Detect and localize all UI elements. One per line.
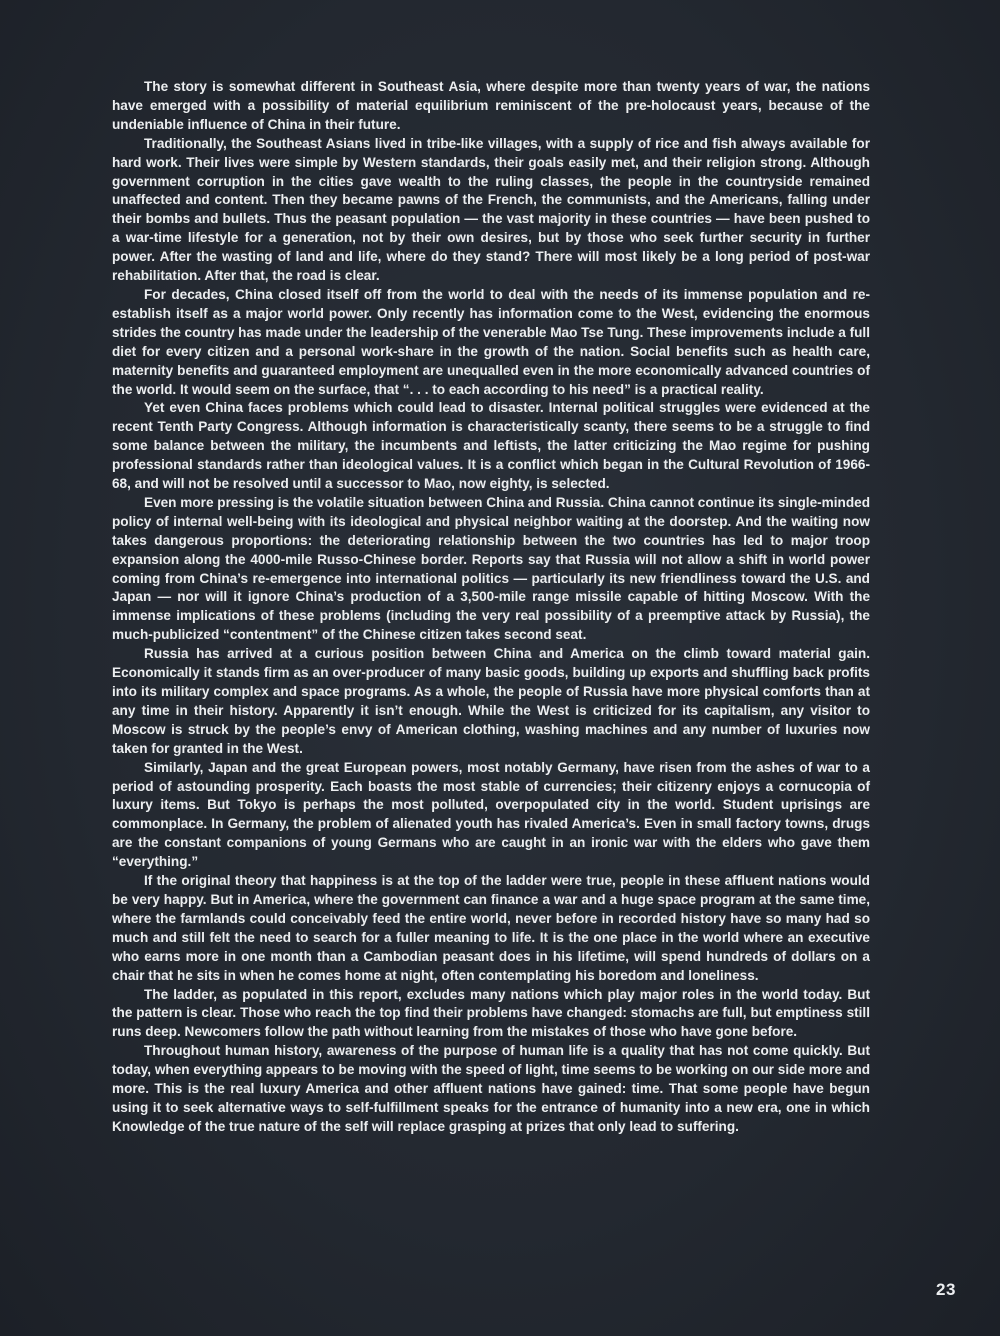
paragraph-ladder-pattern: The ladder, as populated in this report, excludes many nations which play major roles in the world today. But the pattern is clear. Those who reach the top find their problems have changed: stomachs are full, but emptiness still runs deep. Newcomers follow the path without learning from the mistakes of those who have gone before. [112,986,870,1040]
paragraph-china-russia: Even more pressing is the volatile situation between China and Russia. China cannot continue its single-minded policy of internal well-being with its ideological and physical neighbor waiting at the doorstep. And the waiting now takes dangerous proportions: the deteriorating relationship between the two countries has led to major troop expansion along the 4000-mile Russo-Chinese border. Reports say that Russia will not allow a shift in world power coming from China’s re-emergence into international politics — particularly its new friendliness toward the U.S. and Japan — nor will it ignore China’s production of a 3,500-mile range missile capable of hitting Moscow. With the immense implications of these problems (including the very real possibility of a preemptive attack by Russia), the much-publicized “contentment” of the Chinese citizen takes second seat. [112,494,870,643]
paragraph-southeast-asia: The story is somewhat different in Southeast Asia, where despite more than twenty years of war, the nations have emerged with a possibility of material equilibrium reminiscent of the pre-holocaust years, because of the undeniable influence of China in their future. [112,79,870,132]
paragraph-china-decades: For decades, China closed itself off from the world to deal with the needs of its immense population and re-establish itself as a major world power. Only recently has information come to the West, evidencing the enormous strides the country has made under the leadership of the venerable Mao Tse Tung. These improvements include a full diet for every citizen and a personal work-share in the growth of the nation. Social benefits such as health care, maternity benefits and guaranteed employment are unequalled even in the more economically advanced countries of the world. It would seem on the surface, that “. . . to each according to his need” is a practical reality. [112,286,870,397]
paragraph-human-history: Throughout human history, awareness of the purpose of human life is a quality that has not come quickly. But today, when everything appears to be moving with the speed of light, time seems to be working on our side more and more. This is the real luxury America and other affluent nations have gained: time. That some people have begun using it to seek alternative ways to self-fulfillment speaks for the entrance of humanity into a new era, one in which Knowledge of the true nature of the self will replace grasping at prizes that only lead to suffering. [112,1043,870,1134]
paragraph-ladder-theory: If the original theory that happiness is at the top of the ladder were true, people in these affluent nations would be very happy. But in America, where the government can finance a war and a huge space program at the same time, where the farmlands could conceivably feed the entire world, never before in recorded history have so many had so much and still felt the need to search for a fuller meaning to life. It is the one place in the world where an executive who earns more in one month than a Cambodian peasant does in his lifetime, will spend hundreds of dollars on a chair that he sits in when he comes home at night, often contemplating his boredom and loneliness. [112,873,870,983]
article-body [112,78,870,1137]
paragraph-traditional-life: Traditionally, the Southeast Asians lived in tribe-like villages, with a supply of rice and fish always available for hard work. Their lives were simple by Western standards, their goals easily met, and their religion strong. Although government corruption in the cities gave wealth to the ruling classes, the people in the countryside remained unaffected and content. Then they became pawns of the French, the communists, and the Americans, falling under their bombs and bullets. Thus the peasant population — the vast majority in these countries — have been pushed to a war-time lifestyle for a generation, not by their own desires, but by those who seek further security in further power. After the wasting of land and life, where do they stand? There will most likely be a long period of post-war rehabilitation. After that, the road is clear. [112,135,870,284]
paragraph-japan-europe: Similarly, Japan and the great European powers, most notably Germany, have risen from the ashes of war to a period of astounding prosperity. Each boasts the most stable of currencies; their citizenry enjoys a cornucopia of luxury items. But Tokyo is perhaps the most polluted, overpopulated city in the world. Student uprisings are commonplace. In Germany, the problem of alienated youth has rivaled America’s. Even in small factory towns, drugs are the constant companions of young Germans who are caught in an ironic war with the elders who gave them “everything.” [112,759,870,870]
page-number: 23 [936,1280,956,1299]
paragraph-russia: Russia has arrived at a curious position between China and America on the climb toward material gain. Economically it stands firm as an over-producer of many basic goods, building up exports and shuffling back profits into its military complex and space programs. As a whole, the people of Russia have more physical comforts than at any time in their history. Apparently it isn’t enough. While the West is criticized for its capitalism, any visitor to Moscow is struck by the people’s envy of American clothing, washing machines and any number of luxuries now taken for granted in the West. [112,646,870,756]
paragraph-china-problems: Yet even China faces problems which could lead to disaster. Internal political struggles were evidenced at the recent Tenth Party Congress. Although information is characteristically scanty, there seems to be a struggle to find some balance between the military, the incumbents and leftists, the latter criticizing the Mao regime for pushing professional standards rather than ideological values. It is a conflict which began in the Cultural Revolution of 1966-68, and will not be resolved until a successor to Mao, now eighty, is selected. [112,400,870,492]
